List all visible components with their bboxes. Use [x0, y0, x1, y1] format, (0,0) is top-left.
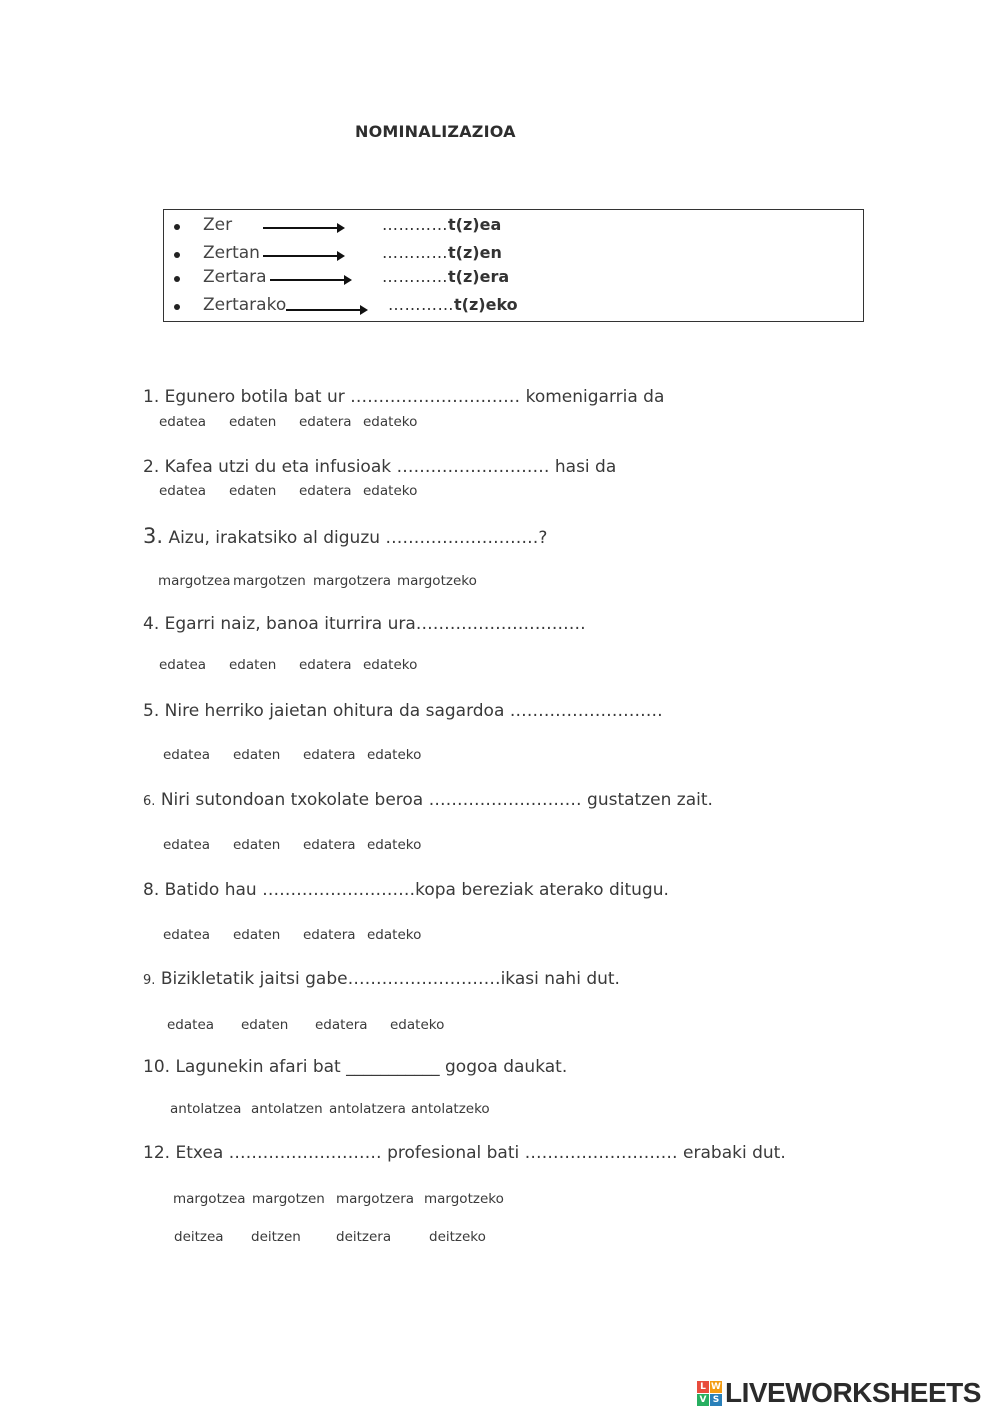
- option[interactable]: margotzeko: [397, 573, 477, 589]
- option[interactable]: edateko: [367, 837, 422, 853]
- option[interactable]: edatera: [299, 414, 352, 430]
- question-12: [143, 1143, 786, 1163]
- option[interactable]: edaten: [229, 483, 277, 499]
- rule-question: Zertara: [203, 267, 267, 287]
- rule-suffix: t(z)ea: [448, 215, 502, 234]
- option[interactable]: edatea: [159, 657, 207, 673]
- question-4: [143, 614, 586, 634]
- option[interactable]: edatera: [303, 747, 356, 763]
- arrow-right-icon: [263, 227, 343, 229]
- question-text[interactable]: Lagunekin afari bat ___________ gogoa daukat.: [175, 1057, 568, 1077]
- question-8: [143, 880, 669, 900]
- option[interactable]: edateko: [390, 1017, 445, 1033]
- rule-dots: …………: [382, 215, 448, 234]
- question-number: 6.: [143, 794, 156, 809]
- option[interactable]: margotzera: [336, 1191, 415, 1207]
- question-5: [143, 701, 663, 721]
- option[interactable]: edatera: [299, 483, 352, 499]
- option[interactable]: margotzen: [252, 1191, 325, 1207]
- option[interactable]: margotzera: [313, 573, 392, 589]
- liveworksheets-logo[interactable]: [697, 1377, 992, 1411]
- bullet-icon: [174, 224, 180, 230]
- question-text[interactable]: Egarri naiz, banoa iturrira ura…………………………: [164, 614, 586, 634]
- question-number: 5.: [143, 701, 160, 721]
- option[interactable]: margotzea: [173, 1191, 246, 1207]
- option[interactable]: edaten: [241, 1017, 289, 1033]
- option[interactable]: edatea: [167, 1017, 215, 1033]
- question-text[interactable]: Aizu, irakatsiko al diguzu ………………………?: [168, 528, 548, 548]
- question-text[interactable]: Batido hau ………………………kopa bereziak aterako ditugu.: [164, 880, 669, 900]
- logo-text: LIVEWORKSHEETS: [725, 1377, 981, 1408]
- option[interactable]: edateko: [367, 747, 422, 763]
- question-text[interactable]: Egunero botila bat ur ………………………… komenigarria da: [164, 387, 665, 407]
- option[interactable]: antolatzeko: [411, 1101, 490, 1117]
- option[interactable]: antolatzen: [251, 1101, 323, 1117]
- option[interactable]: edaten: [233, 747, 281, 763]
- option[interactable]: edateko: [367, 927, 422, 943]
- option[interactable]: edatea: [163, 837, 211, 853]
- option[interactable]: antolatzera: [329, 1101, 406, 1117]
- rule-suffix: t(z)era: [448, 267, 510, 286]
- option[interactable]: edatea: [163, 927, 211, 943]
- rule-dots: …………: [388, 295, 454, 314]
- question-text[interactable]: Etxea ……………………… profesional bati ……………………… erabaki dut.: [175, 1143, 786, 1163]
- page-title: NOMINALIZAZIOA: [355, 122, 516, 141]
- question-10: [143, 1057, 567, 1077]
- option[interactable]: edatera: [303, 837, 356, 853]
- option[interactable]: edatea: [159, 414, 207, 430]
- option[interactable]: edatea: [163, 747, 211, 763]
- arrow-right-icon: [270, 279, 350, 281]
- question-number: 4.: [143, 614, 160, 634]
- question-3: [143, 524, 547, 548]
- option[interactable]: deitzea: [174, 1229, 224, 1245]
- arrow-right-icon: [263, 255, 343, 257]
- option[interactable]: edatera: [299, 657, 352, 673]
- question-text[interactable]: Nire herriko jaietan ohitura da sagardoa ………………………: [164, 701, 663, 721]
- option[interactable]: edateko: [363, 483, 418, 499]
- option[interactable]: edatera: [303, 927, 356, 943]
- question-9: [143, 969, 620, 989]
- option[interactable]: edaten: [229, 414, 277, 430]
- option[interactable]: edaten: [233, 927, 281, 943]
- option[interactable]: edaten: [233, 837, 281, 853]
- question-number: 3.: [143, 524, 164, 548]
- question-1: [143, 387, 664, 407]
- bullet-icon: [174, 252, 180, 258]
- option[interactable]: edaten: [229, 657, 277, 673]
- option[interactable]: antolatzea: [170, 1101, 242, 1117]
- option[interactable]: edateko: [363, 414, 418, 430]
- logo-mark-icon: L W V S: [697, 1381, 723, 1407]
- rule-question: Zertarako: [203, 295, 287, 315]
- bullet-icon: [174, 276, 180, 282]
- option[interactable]: edatera: [315, 1017, 368, 1033]
- option[interactable]: margotzea: [158, 573, 231, 589]
- rule-question: Zer: [203, 215, 233, 235]
- question-number: 9.: [143, 973, 156, 988]
- question-6: [143, 790, 713, 810]
- rule-dots: …………: [382, 243, 448, 262]
- rule-box: [163, 209, 864, 322]
- option[interactable]: edateko: [363, 657, 418, 673]
- rule-dots: …………: [382, 267, 448, 286]
- bullet-icon: [174, 304, 180, 310]
- arrow-right-icon: [286, 309, 366, 311]
- question-text[interactable]: Bizikletatik jaitsi gabe………………………ikasi nahi dut.: [160, 969, 620, 989]
- question-number: 1.: [143, 387, 160, 407]
- option[interactable]: margotzen: [233, 573, 306, 589]
- question-number: 10.: [143, 1057, 171, 1077]
- question-number: 2.: [143, 457, 160, 477]
- question-text[interactable]: Niri sutondoan txokolate beroa ……………………… gustatzen zait.: [160, 790, 713, 810]
- option[interactable]: deitzen: [251, 1229, 301, 1245]
- question-number: 12.: [143, 1143, 171, 1163]
- rule-question: Zertan: [203, 243, 260, 263]
- option[interactable]: deitzera: [336, 1229, 392, 1245]
- option[interactable]: margotzeko: [424, 1191, 504, 1207]
- question-number: 8.: [143, 880, 160, 900]
- question-text[interactable]: Kafea utzi du eta infusioak ……………………… hasi da: [164, 457, 617, 477]
- rule-suffix: t(z)en: [448, 243, 502, 262]
- option[interactable]: deitzeko: [429, 1229, 486, 1245]
- option[interactable]: edatea: [159, 483, 207, 499]
- question-2: [143, 457, 616, 477]
- rule-suffix: t(z)eko: [454, 295, 518, 314]
